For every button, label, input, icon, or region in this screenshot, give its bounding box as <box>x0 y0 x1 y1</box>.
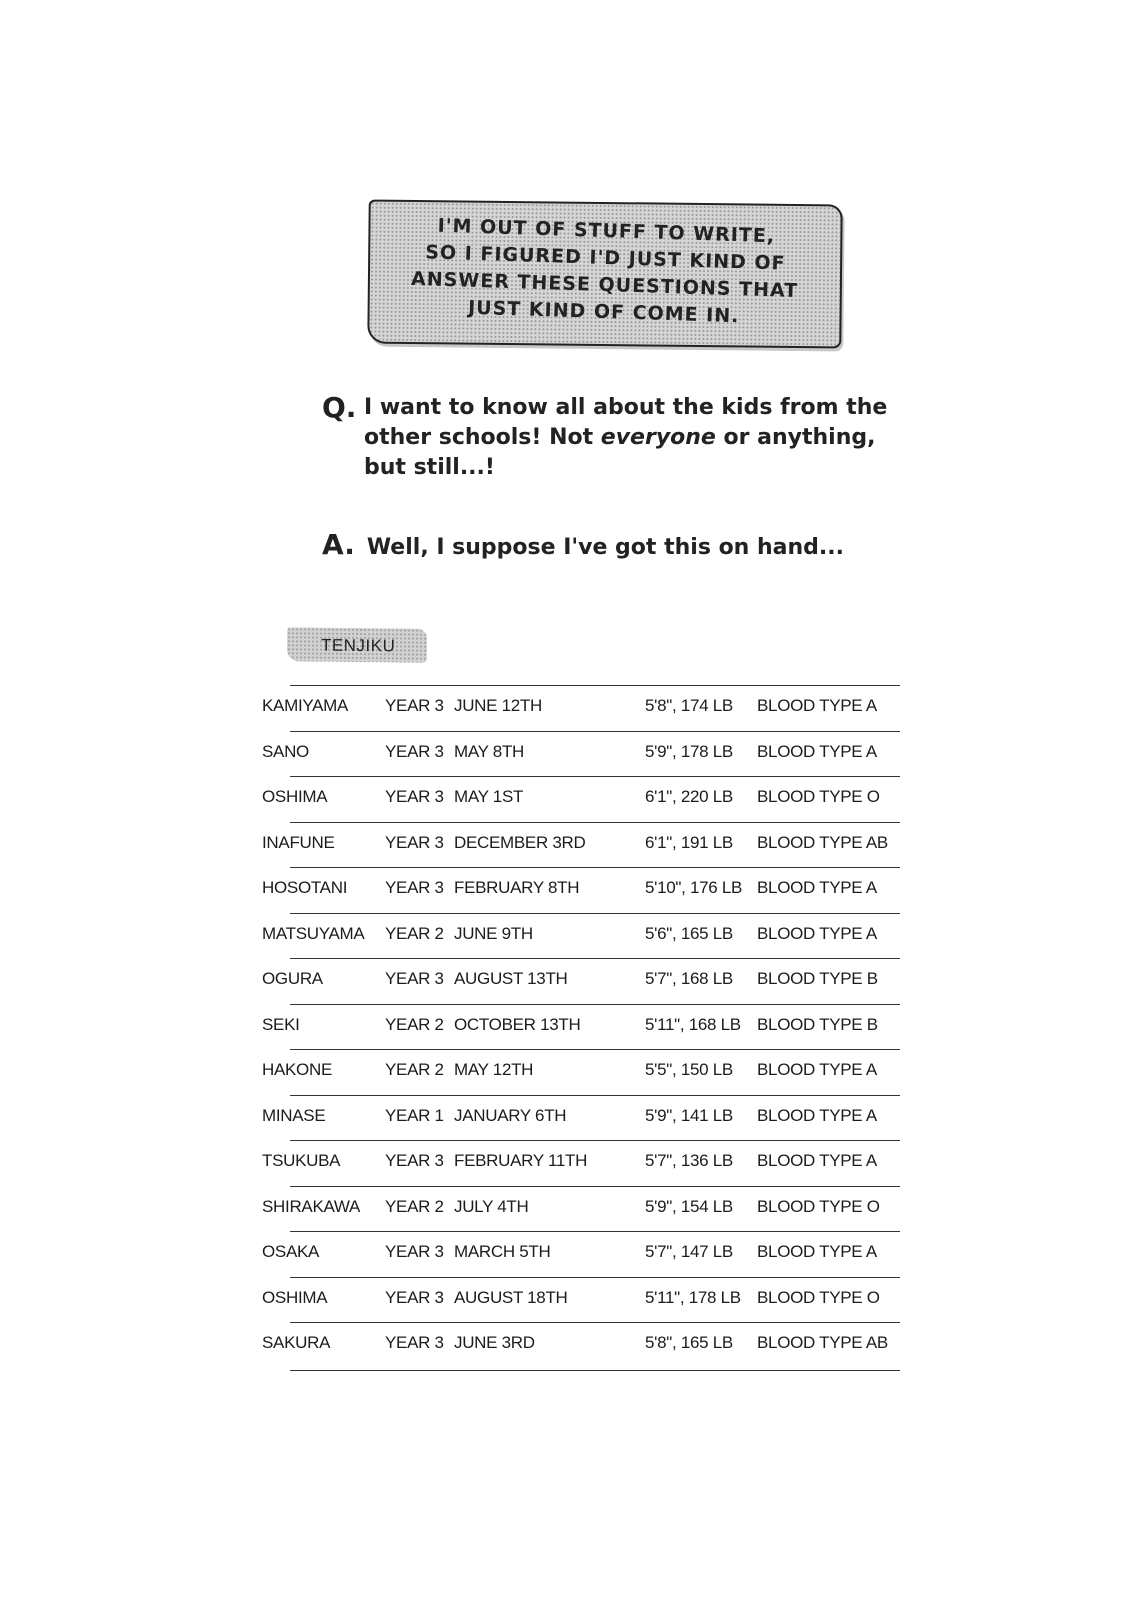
cell-name: OGURA <box>262 969 323 988</box>
cell-size: 5'6", 165 LB <box>645 923 733 943</box>
question-marker: Q. <box>322 391 357 424</box>
cell-name: KAMIYAMA <box>262 696 349 715</box>
cell-blood: BLOOD TYPE A <box>757 1242 877 1261</box>
cell-birthday: JULY 4TH <box>454 1196 529 1216</box>
cell-name: OSAKA <box>262 1242 320 1261</box>
row-divider <box>290 1277 900 1278</box>
cell-size: 5'7", 168 LB <box>645 969 733 988</box>
table-row <box>0 867 1124 913</box>
table-row <box>0 822 1124 868</box>
note-line: ANSWER THESE QUESTIONS THAT <box>410 267 799 303</box>
cell-name: TSUKUBA <box>262 1151 341 1170</box>
cell-year: YEAR 3 <box>385 1287 444 1307</box>
cell-birthday: MAY 12TH <box>454 1060 534 1079</box>
cell-birthday: JUNE 9TH <box>454 923 533 943</box>
cell-year: YEAR 3 <box>385 878 444 897</box>
table-row <box>0 958 1124 1004</box>
question-block <box>322 391 888 480</box>
cell-year: YEAR 3 <box>385 832 444 852</box>
row-divider <box>290 1049 900 1050</box>
cell-year: YEAR 2 <box>385 1196 444 1216</box>
row-divider <box>290 1095 900 1096</box>
cell-size: 5'9", 154 LB <box>645 1196 733 1216</box>
cell-size: 5'8", 165 LB <box>645 1333 733 1352</box>
row-divider <box>290 822 900 823</box>
row-divider <box>290 958 900 959</box>
cell-size: 5'10", 176 LB <box>645 878 743 897</box>
cell-size: 6'1", 220 LB <box>645 787 733 806</box>
cell-year: YEAR 1 <box>385 1105 444 1125</box>
answer-text: Well, I suppose I've got this on hand... <box>366 535 844 560</box>
cell-name: OSHIMA <box>262 1287 328 1307</box>
cell-birthday: JUNE 12TH <box>454 696 542 715</box>
table-bottom-line <box>290 1370 900 1371</box>
cell-blood: BLOOD TYPE B <box>757 1014 878 1034</box>
cell-size: 5'5", 150 LB <box>645 1060 733 1079</box>
cell-birthday: FEBRUARY 11TH <box>454 1151 588 1170</box>
answer-block <box>322 530 882 563</box>
question-line <box>364 423 894 453</box>
cell-blood: BLOOD TYPE A <box>757 1105 877 1125</box>
cell-name: SAKURA <box>262 1333 331 1352</box>
cell-name: MINASE <box>262 1105 326 1125</box>
row-divider <box>290 1004 900 1005</box>
question-emphasis: everyone <box>600 425 716 450</box>
row-divider <box>290 685 900 686</box>
section-label-tab <box>287 627 427 662</box>
table-row <box>0 913 1124 959</box>
table-row <box>0 731 1124 777</box>
question-line: I want to know all about the kids from the <box>364 395 888 420</box>
row-divider <box>290 731 900 732</box>
table-row <box>0 1186 1124 1232</box>
cell-blood: BLOOD TYPE A <box>757 878 877 897</box>
cell-year: YEAR 3 <box>385 1242 444 1261</box>
cell-birthday: FEBRUARY 8TH <box>454 878 580 897</box>
cell-year: YEAR 2 <box>385 1060 444 1079</box>
cell-birthday: MAY 1ST <box>454 787 524 806</box>
cell-blood: BLOOD TYPE A <box>757 696 877 715</box>
question-line-end: or anything, <box>715 425 876 450</box>
cell-name: SHIRAKAWA <box>262 1196 361 1216</box>
note-line: SO I FIGURED I'D JUST KIND OF <box>424 241 786 275</box>
cell-size: 5'11", 168 LB <box>645 1014 741 1034</box>
cell-blood: BLOOD TYPE O <box>757 787 880 806</box>
table-row <box>0 1004 1124 1050</box>
cell-blood: BLOOD TYPE AB <box>757 832 888 852</box>
table-row <box>0 1322 1124 1368</box>
section-label: TENJIKU <box>320 635 396 656</box>
cell-name: OSHIMA <box>262 787 328 806</box>
cell-birthday: AUGUST 18TH <box>454 1287 568 1307</box>
row-divider <box>290 1140 900 1141</box>
cell-birthday: JUNE 3RD <box>454 1333 535 1352</box>
cell-year: YEAR 3 <box>385 1333 444 1352</box>
row-divider <box>290 1231 900 1232</box>
table-row <box>0 1140 1124 1186</box>
table-row <box>0 1049 1124 1095</box>
cell-blood: BLOOD TYPE AB <box>757 1333 888 1352</box>
cell-size: 5'9", 178 LB <box>645 741 733 761</box>
row-divider <box>290 1186 900 1187</box>
cell-birthday: MARCH 5TH <box>454 1242 551 1261</box>
cell-blood: BLOOD TYPE O <box>757 1287 880 1307</box>
row-divider <box>290 867 900 868</box>
cell-birthday: DECEMBER 3RD <box>454 832 586 852</box>
cell-birthday: OCTOBER 13TH <box>454 1014 581 1034</box>
cell-blood: BLOOD TYPE A <box>757 1060 877 1079</box>
note-text <box>368 211 841 334</box>
cell-year: YEAR 3 <box>385 1151 444 1170</box>
question-line: but still...! <box>364 455 495 480</box>
cell-name: INAFUNE <box>262 832 335 852</box>
cell-name: SANO <box>262 741 309 761</box>
cell-year: YEAR 2 <box>385 923 444 943</box>
question-text <box>364 393 894 483</box>
note-box <box>367 200 842 349</box>
cell-name: HOSOTANI <box>262 878 348 897</box>
cell-year: YEAR 3 <box>385 696 444 715</box>
cell-name: SEKI <box>262 1014 300 1034</box>
cell-size: 5'8", 174 LB <box>645 696 733 715</box>
table-row <box>0 1095 1124 1141</box>
question-line-start: other schools! Not <box>364 425 601 450</box>
cell-size: 5'9", 141 LB <box>645 1105 733 1125</box>
cell-size: 5'7", 147 LB <box>645 1242 733 1261</box>
cell-name: HAKONE <box>262 1060 332 1079</box>
row-divider <box>290 1322 900 1323</box>
note-line: JUST KIND OF COME IN. <box>467 296 740 328</box>
table-row <box>0 1277 1124 1323</box>
cell-year: YEAR 3 <box>385 787 444 806</box>
cell-size: 6'1", 191 LB <box>645 832 733 852</box>
cell-year: YEAR 3 <box>385 741 444 761</box>
cell-name: MATSUYAMA <box>262 923 365 943</box>
cell-birthday: MAY 8TH <box>454 741 525 761</box>
cell-blood: BLOOD TYPE A <box>757 923 877 943</box>
cell-blood: BLOOD TYPE O <box>757 1196 880 1216</box>
row-divider <box>290 776 900 777</box>
table-row <box>0 1231 1124 1277</box>
cell-size: 5'7", 136 LB <box>645 1151 733 1170</box>
row-divider <box>290 913 900 914</box>
cell-year: YEAR 3 <box>385 969 444 988</box>
note-line: I'M OUT OF STUFF TO WRITE, <box>437 214 776 248</box>
cell-size: 5'11", 178 LB <box>645 1287 741 1307</box>
cell-blood: BLOOD TYPE A <box>757 1151 877 1170</box>
cell-birthday: JANUARY 6TH <box>454 1105 567 1125</box>
answer-marker: A. <box>322 528 355 561</box>
cell-year: YEAR 2 <box>385 1014 444 1034</box>
cell-blood: BLOOD TYPE A <box>757 741 877 761</box>
table-row <box>0 685 1124 731</box>
table-row <box>0 776 1124 822</box>
cell-birthday: AUGUST 13TH <box>454 969 568 988</box>
cell-blood: BLOOD TYPE B <box>757 969 878 988</box>
